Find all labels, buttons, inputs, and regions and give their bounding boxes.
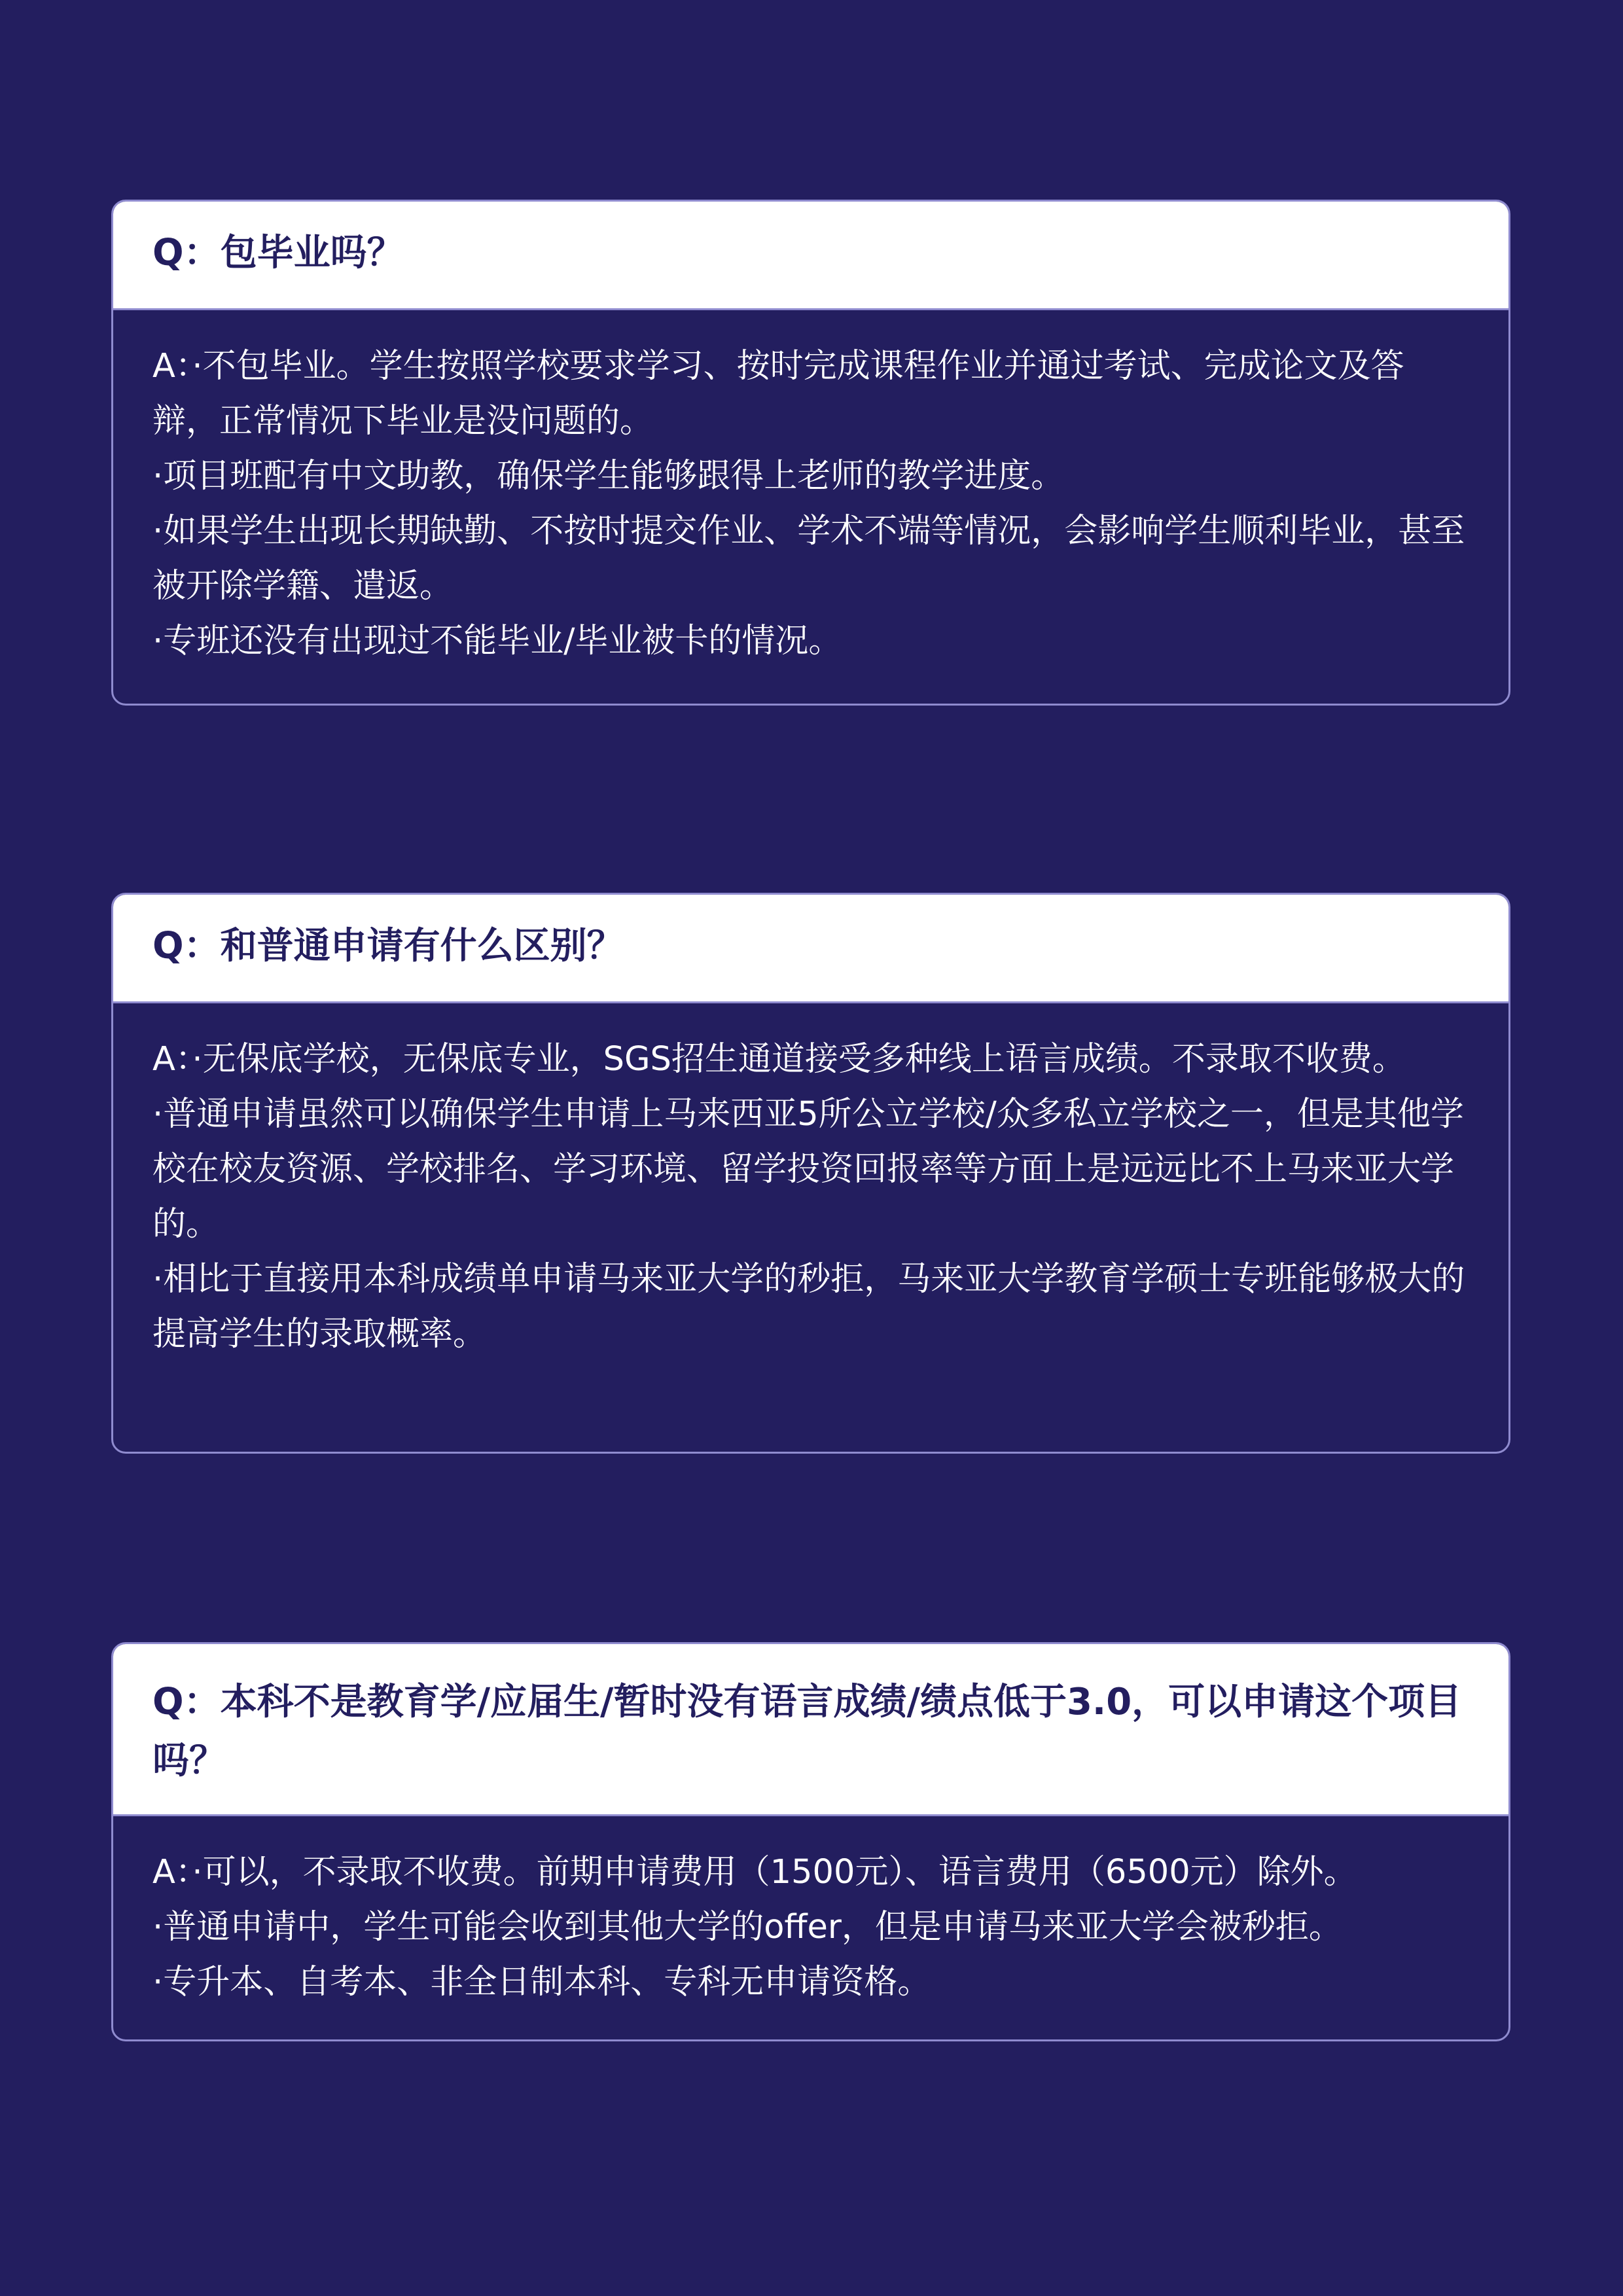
answer-line: ·如果学生出现长期缺勤、不按时提交作业、学术不端等情况，会影响学生顺利毕业，甚至被开除学籍、遣返。 xyxy=(152,512,1465,605)
answer-line: ·项目班配有中文助教，确保学生能够跟得上老师的教学进度。 xyxy=(152,457,1065,495)
answer-line: A：·可以，不录取不收费。前期申请费用（1500元）、语言费用（6500元）除外。 xyxy=(152,1853,1357,1892)
answer-line: ·普通申请虽然可以确保学生申请上马来西亚5所公立学校/众多私立学校之一，但是其他学校在校友资源、学校排名、学习环境、留学投资回报率等方面上是远远比不上马来亚大学的。 xyxy=(152,1095,1464,1244)
faq-card-difference xyxy=(111,893,1510,1454)
faq-card-graduation xyxy=(111,200,1510,706)
answer-line: ·普通申请中，学生可能会收到其他大学的offer，但是申请马来亚大学会被秒拒。 xyxy=(152,1908,1342,1946)
faq-answer xyxy=(113,310,1508,669)
faq-answer xyxy=(113,1003,1508,1362)
faq-card-eligibility xyxy=(111,1642,1510,2041)
faq-answer xyxy=(113,1816,1508,2010)
answer-line: ·相比于直接用本科成绩单申请马来亚大学的秒拒，马来亚大学教育学硕士专班能够极大的提高学生的录取概率。 xyxy=(152,1260,1465,1354)
faq-question: Q：和普通申请有什么区别？ xyxy=(113,895,1508,1003)
answer-line: A：·不包毕业。学生按照学校要求学习、按时完成课程作业并通过考试、完成论文及答辩，正常情况下毕业是没问题的。 xyxy=(152,347,1404,440)
faq-question: Q：本科不是教育学/应届生/暂时没有语言成绩/绩点低于3.0，可以申请这个项目吗？ xyxy=(113,1644,1508,1816)
answer-line: ·专班还没有出现过不能毕业/毕业被卡的情况。 xyxy=(152,622,842,660)
faq-question: Q：包毕业吗？ xyxy=(113,202,1508,310)
answer-line: A：·无保底学校，无保底专业，SGS招生通道接受多种线上语言成绩。不录取不收费。 xyxy=(152,1040,1406,1079)
answer-line: ·专升本、自考本、非全日制本科、专科无申请资格。 xyxy=(152,1963,931,2001)
